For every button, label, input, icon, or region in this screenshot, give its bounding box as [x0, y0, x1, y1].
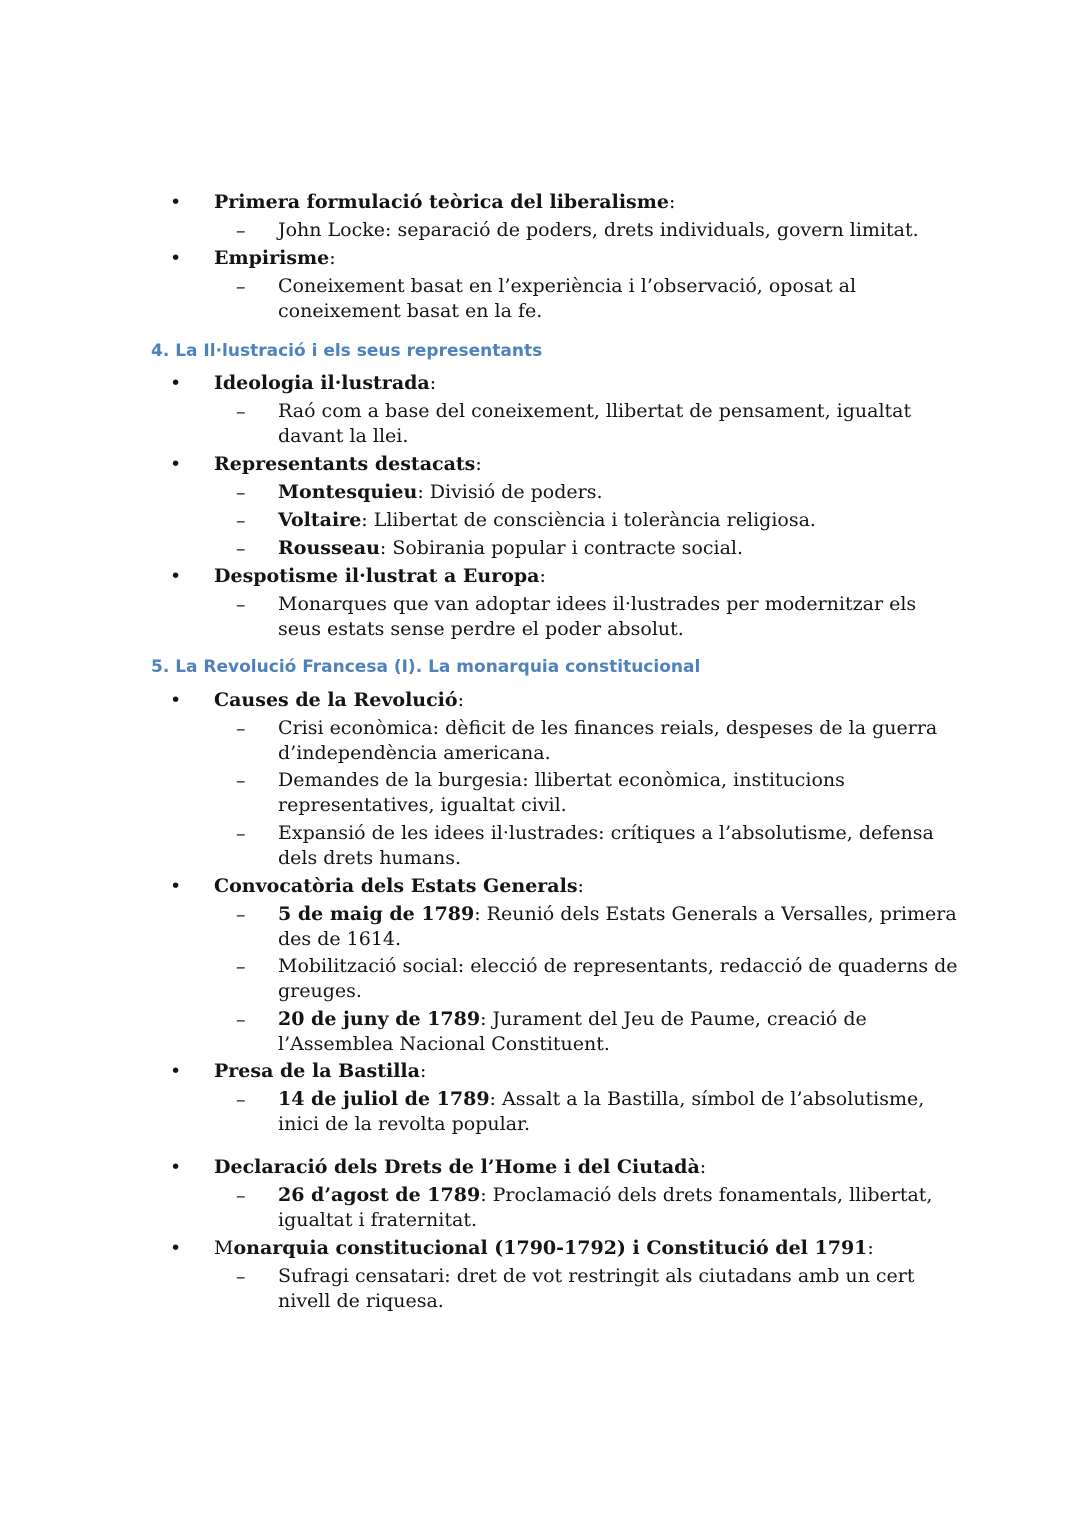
sub-item: Sufragi censatari: dret de vot restringit als ciutadans amb un cert nivell de riquesa. [278, 1265, 915, 1312]
bullet-item: Representants destacats: [214, 453, 482, 475]
dash-icon: – [236, 770, 246, 792]
sub-item: Coneixement basat en l’experiència i l’observació, oposat al coneixement basat en la fe. [278, 275, 857, 322]
bullet-item: Declaració dels Drets de l’Home i del Ciutadà: [214, 1156, 707, 1178]
bullet-icon: • [170, 1156, 182, 1178]
bullet-icon: • [170, 565, 182, 587]
dash-icon: – [236, 823, 246, 845]
dash-icon: – [236, 1089, 246, 1111]
bullet-icon: • [170, 689, 182, 711]
sub-item: Mobilització social: elecció de representants, redacció de quaderns de greuges. [278, 955, 958, 1002]
sub-item: Crisi econòmica: dèficit de les finances reials, despeses de la guerra d’independència americana. [278, 717, 938, 764]
sub-item: 5 de maig de 1789: Reunió dels Estats Generals a Versalles, primera des de 1614. [278, 903, 957, 950]
bullet-icon: • [170, 247, 182, 269]
bullet-item: Presa de la Bastilla: [214, 1060, 427, 1082]
bullet-icon: • [170, 1060, 182, 1082]
dash-icon: – [236, 510, 246, 532]
bullet-icon: • [170, 1237, 182, 1259]
sub-item: Montesquieu: Divisió de poders. [278, 481, 603, 503]
bullet-item: Causes de la Revolució: [214, 689, 464, 711]
dash-icon: – [236, 482, 246, 504]
bullet-item: Primera formulació teòrica del liberalisme: [214, 191, 676, 213]
bullet-item: Monarquia constitucional (1790-1792) i Constitució del 1791: [214, 1237, 874, 1259]
dash-icon: – [236, 956, 246, 978]
section-heading: 5. La Revolució Francesa (I). La monarquia constitucional [151, 657, 701, 677]
bullet-item: Ideologia il·lustrada: [214, 372, 437, 394]
bullet-icon: • [170, 372, 182, 394]
sub-item: Voltaire: Llibertat de consciència i tolerància religiosa. [278, 509, 816, 531]
section-heading: 4. La Il·lustració i els seus representants [151, 341, 543, 361]
dash-icon: – [236, 1009, 246, 1031]
sub-item: 14 de juliol de 1789: Assalt a la Bastilla, símbol de l’absolutisme, inici de la revolta popular. [278, 1088, 925, 1135]
dash-icon: – [236, 401, 246, 423]
bullet-item: Empirisme: [214, 247, 336, 269]
sub-item: 26 d’agost de 1789: Proclamació dels drets fonamentals, llibertat, igualtat i fraternitat. [278, 1184, 933, 1231]
bullet-icon: • [170, 191, 182, 213]
dash-icon: – [236, 904, 246, 926]
bullet-icon: • [170, 453, 182, 475]
dash-icon: – [236, 220, 246, 242]
sub-item: Monarques que van adoptar idees il·lustrades per modernitzar els seus estats sense perdre el poder absolut. [278, 593, 917, 640]
bullet-item: Despotisme il·lustrat a Europa: [214, 565, 546, 587]
sub-item: Raó com a base del coneixement, llibertat de pensament, igualtat davant la llei. [278, 400, 912, 447]
sub-item: 20 de juny de 1789: Jurament del Jeu de Paume, creació de l’Assemblea Nacional Constituent. [278, 1008, 867, 1055]
dash-icon: – [236, 538, 246, 560]
sub-item: Demandes de la burgesia: llibertat econòmica, institucions representatives, igualtat civil. [278, 769, 845, 816]
dash-icon: – [236, 594, 246, 616]
dash-icon: – [236, 718, 246, 740]
sub-item: Expansió de les idees il·lustrades: crítiques a l’absolutisme, defensa dels drets humans. [278, 822, 934, 869]
bullet-icon: • [170, 875, 182, 897]
dash-icon: – [236, 276, 246, 298]
sub-item: John Locke: separació de poders, drets individuals, govern limitat. [278, 219, 919, 241]
dash-icon: – [236, 1185, 246, 1207]
sub-item: Rousseau: Sobirania popular i contracte social. [278, 537, 744, 559]
bullet-item: Convocatòria dels Estats Generals: [214, 875, 584, 897]
dash-icon: – [236, 1266, 246, 1288]
